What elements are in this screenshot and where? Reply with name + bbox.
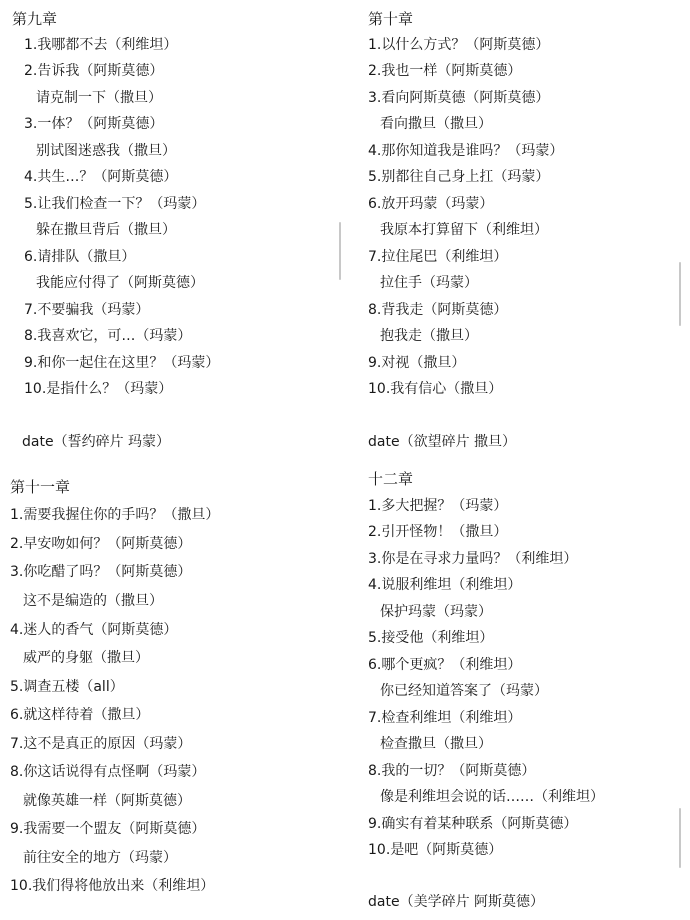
list-item: 像是利维坦会说的话……（利维坦） <box>380 789 604 805</box>
list-item: 8.我的一切？（阿斯莫德） <box>368 763 536 779</box>
chapter-11-section <box>10 478 340 908</box>
scrollbar[interactable] <box>679 262 681 326</box>
list-item: 10.是指什么？（玛蒙） <box>24 381 173 397</box>
list-item: 3.一体？（阿斯莫德） <box>24 116 164 132</box>
list-item: 3.看向阿斯莫德（阿斯莫德） <box>368 90 550 106</box>
list-item: 5.让我们检查一下？（玛蒙） <box>24 196 206 212</box>
list-item: 10.是吧（阿斯莫德） <box>368 842 503 858</box>
chapter-9-title: 第九章 <box>12 10 58 28</box>
list-item: 2.早安吻如何？（阿斯莫德） <box>10 536 192 552</box>
list-item: 5.调查五楼（all） <box>10 679 124 695</box>
chapter-12-date: date（美学碎片 阿斯莫德） <box>368 894 545 910</box>
list-item: 我原本打算留下（利维坦） <box>380 222 548 238</box>
list-item: 4.说服利维坦（利维坦） <box>368 577 522 593</box>
list-item: 2.我也一样（阿斯莫德） <box>368 63 522 79</box>
scrollbar[interactable] <box>679 808 681 868</box>
list-item: 这不是编造的（撒旦） <box>23 593 163 609</box>
list-item: 2.引开怪物！（撒旦） <box>368 524 508 540</box>
list-item: 别试图迷惑我（撒旦） <box>36 143 176 159</box>
list-item: 我能应付得了（阿斯莫德） <box>36 275 204 291</box>
list-item: 1.多大把握？（玛蒙） <box>368 498 508 514</box>
list-item: 6.放开玛蒙（玛蒙） <box>368 196 494 212</box>
list-item: 1.以什么方式？（阿斯莫德） <box>368 37 550 53</box>
list-item: 10.我有信心（撒旦） <box>368 381 503 397</box>
list-item: 5.别都往自己身上扛（玛蒙） <box>368 169 550 185</box>
list-item: 9.确实有着某种联系（阿斯莫德） <box>368 816 578 832</box>
list-item: 拉住手（玛蒙） <box>380 275 478 291</box>
list-item: 1.我哪都不去（利维坦） <box>24 37 178 53</box>
list-item: 7.拉住尾巴（利维坦） <box>368 249 508 265</box>
list-item: 你已经知道答案了（玛蒙） <box>380 683 548 699</box>
list-item: 7.这不是真正的原因（玛蒙） <box>10 736 192 752</box>
list-item: 4.那你知道我是谁吗？（玛蒙） <box>368 143 564 159</box>
list-item: 8.背我走（阿斯莫德） <box>368 302 508 318</box>
list-item: 9.我需要一个盟友（阿斯莫德） <box>10 821 206 837</box>
chapter-9-section <box>12 10 332 450</box>
list-item: 8.你这话说得有点怪啊（玛蒙） <box>10 764 206 780</box>
list-item: 3.你吃醋了吗？（阿斯莫德） <box>10 564 192 580</box>
list-item: 4.迷人的香气（阿斯莫德） <box>10 622 178 638</box>
list-item: 检查撒旦（撒旦） <box>380 736 492 752</box>
list-item: 保护玛蒙（玛蒙） <box>380 604 492 620</box>
list-item: 9.对视（撒旦） <box>368 355 466 371</box>
chapter-10-date: date（欲望碎片 撒旦） <box>368 434 517 450</box>
list-item: 就像英雄一样（阿斯莫德） <box>23 793 191 809</box>
list-item: 8.我喜欢它，可…（玛蒙） <box>24 328 192 344</box>
list-item: 6.就这样待着（撒旦） <box>10 707 150 723</box>
list-item: 3.你是在寻求力量吗？（利维坦） <box>368 551 578 567</box>
list-item: 10.我们得将他放出来（利维坦） <box>10 878 215 894</box>
chapter-10-title: 第十章 <box>368 10 414 28</box>
list-item: 请克制一下（撒旦） <box>36 90 162 106</box>
list-item: 威严的身躯（撒旦） <box>23 650 149 666</box>
list-item: 5.接受他（利维坦） <box>368 630 494 646</box>
list-item: 6.哪个更疯？（利维坦） <box>368 657 522 673</box>
list-item: 2.告诉我（阿斯莫德） <box>24 63 164 79</box>
chapter-11-title: 第十一章 <box>10 478 71 496</box>
scrollbar[interactable] <box>339 222 341 280</box>
list-item: 9.和你一起住在这里？（玛蒙） <box>24 355 220 371</box>
chapter-12-section <box>368 470 678 915</box>
chapter-12-title: 十二章 <box>368 470 414 488</box>
list-item: 6.请排队（撒旦） <box>24 249 136 265</box>
list-item: 7.检查利维坦（利维坦） <box>368 710 522 726</box>
chapter-10-section <box>368 10 678 450</box>
list-item: 4.共生…？（阿斯莫德） <box>24 169 178 185</box>
list-item: 前往安全的地方（玛蒙） <box>23 850 177 866</box>
chapter-9-date: date（誓约碎片 玛蒙） <box>22 434 171 450</box>
list-item: 抱我走（撒旦） <box>380 328 478 344</box>
list-item: 躲在撒旦背后（撒旦） <box>36 222 176 238</box>
list-item: 7.不要骗我（玛蒙） <box>24 302 150 318</box>
list-item: 1.需要我握住你的手吗？（撒旦） <box>10 507 220 523</box>
list-item: 看向撒旦（撒旦） <box>380 116 492 132</box>
